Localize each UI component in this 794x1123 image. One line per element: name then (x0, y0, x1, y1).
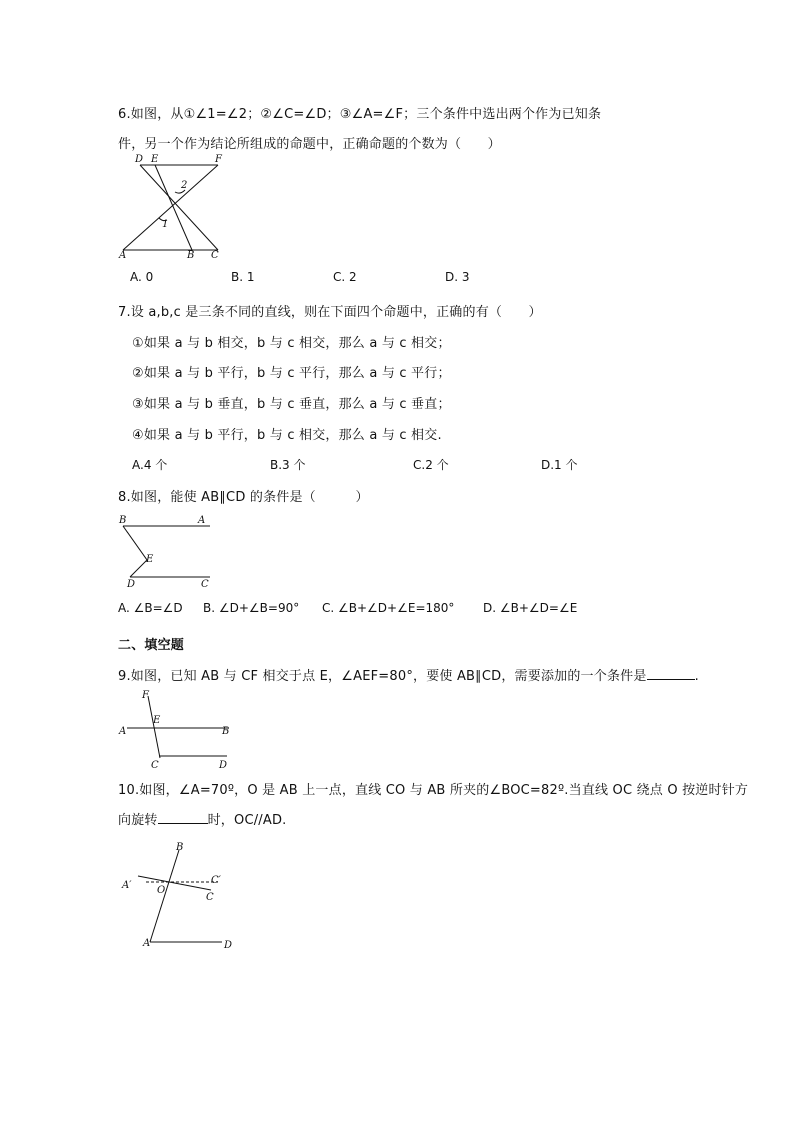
q10-stem-line2 (118, 809, 287, 828)
q6-label-F: F (215, 154, 222, 165)
q9-label-F: F (142, 690, 149, 701)
q10-figure (118, 838, 243, 953)
q6-label-D: D (135, 154, 144, 165)
q8-label-C: C (201, 579, 209, 590)
q7-statement-3: ③如果 a 与 b 垂直，b 与 c 垂直，那么 a 与 c 垂直； (132, 397, 451, 412)
q6-stem-line2: 件，另一个作为结论所组成的命题中，正确命题的个数为（ ） (118, 137, 501, 152)
q7-statement-2: ②如果 a 与 b 平行，b 与 c 平行，那么 a 与 c 平行； (132, 366, 451, 381)
q10-label-C: C (206, 892, 214, 903)
q7-option-c: C.2 个 (413, 458, 449, 472)
q10-label-O: O (157, 885, 166, 896)
q8-option-d: D. ∠B+∠D=∠E (483, 601, 578, 615)
q7-statement-4: ④如果 a 与 b 平行，b 与 c 相交，那么 a 与 c 相交. (132, 428, 442, 443)
q8-option-c: C. ∠B+∠D+∠E=180° (322, 601, 455, 615)
q6-label-A: A (119, 250, 127, 261)
q8-figure (115, 512, 220, 592)
q7-stem: 7.设 a,b,c 是三条不同的直线，则在下面四个命题中，正确的有（ ） (118, 305, 542, 320)
q7-statement-1: ①如果 a 与 b 相交，b 与 c 相交，那么 a 与 c 相交； (132, 336, 451, 351)
q10-label-B: B (176, 842, 184, 853)
q7-option-b: B.3 个 (270, 458, 306, 472)
q9-label-D: D (219, 760, 228, 771)
q8-label-D: D (127, 579, 136, 590)
q9-stem (118, 665, 699, 684)
q6-option-b: B. 1 (231, 270, 255, 284)
q8-label-A: A (198, 515, 206, 526)
q8-option-a: A. ∠B=∠D (118, 601, 183, 615)
q7-option-d: D.1 个 (541, 458, 578, 472)
q6-figure (115, 150, 235, 265)
q6-option-a: A. 0 (130, 270, 154, 284)
q9-stem-end: . (694, 669, 699, 684)
q9-label-A: A (119, 726, 127, 737)
q10-label-D: D (224, 940, 233, 951)
q10-label-A-prime: A′ (122, 880, 132, 891)
q6-label-1: 1 (162, 219, 169, 230)
q10-stem-pre: 向旋转 (118, 813, 158, 828)
q6-stem-line1: 6.如图，从①∠1=∠2；②∠C=∠D；③∠A=∠F；三个条件中选出两个作为已知条 (118, 107, 602, 122)
q6-label-2: 2 (181, 180, 188, 191)
q10-label-C-prime: C′ (211, 875, 221, 886)
q10-stem-line1: 10.如图，∠A=70º，O 是 AB 上一点，直线 CO 与 AB 所夹的∠BOC=82º.当直线 OC 绕点 O 按逆时针方 (118, 783, 749, 798)
q6-option-c: C. 2 (333, 270, 357, 284)
q9-label-C: C (151, 760, 159, 771)
q9-label-B: B (222, 726, 230, 737)
q7-option-a: A.4 个 (132, 458, 168, 472)
q10-stem-post: 时，OC//AD. (207, 813, 287, 828)
q10-answer-blank[interactable] (158, 811, 208, 824)
q8-option-b: B. ∠D+∠B=90° (203, 601, 300, 615)
q8-stem: 8.如图，能使 AB∥CD 的条件是（ ） (118, 490, 369, 505)
q9-stem-text: 9.如图，已知 AB 与 CF 相交于点 E，∠AEF=80°，要使 AB∥CD，需要添加的一个条件是 (118, 669, 647, 684)
section-fill-in-title: 二、填空题 (118, 638, 185, 653)
q6-label-E: E (151, 154, 159, 165)
q8-label-B: B (119, 515, 127, 526)
q9-answer-blank[interactable] (647, 667, 695, 680)
q6-label-B: B (187, 250, 195, 261)
q6-option-d: D. 3 (445, 270, 470, 284)
q6-label-C: C (211, 250, 219, 261)
q10-label-A: A (143, 938, 151, 949)
q9-label-E: E (153, 715, 161, 726)
q8-label-E: E (146, 554, 154, 565)
q9-figure (115, 688, 240, 770)
